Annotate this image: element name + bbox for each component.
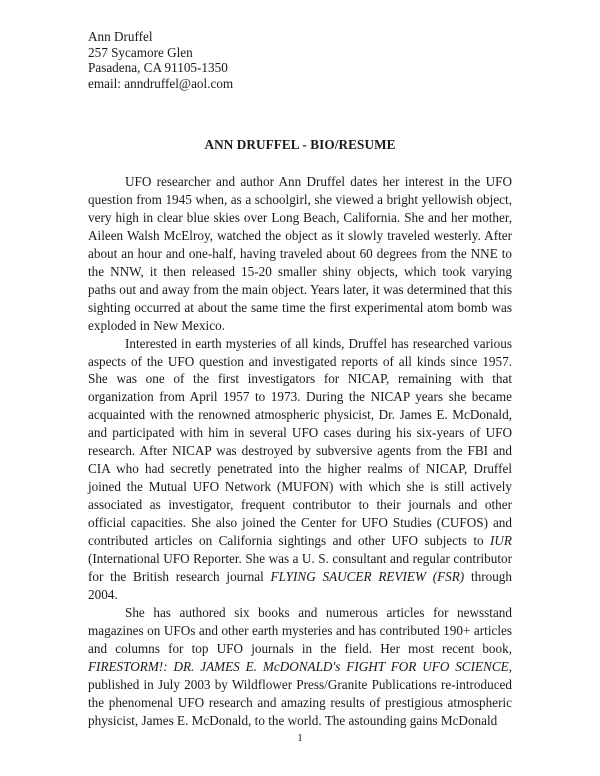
paragraph-2-text-a: Interested in earth mysteries of all kinds, Druffel has researched various aspects of the UFO question and investigated reports of all kinds since 1957. She was one of the first investigators for NICAP, remaining with that organization from April 1957 to 1973. During the NICAP years she became acquainted with the renowned atmospheric physicist, Dr. James E. McDonald, and participated with him in several UFO cases during his six-years of UFO research. After NICAP was destroyed by subversive agents from the FBI and CIA who had secretly penetrated into the higher realms of NICAP, Druffel joined the Mutual UFO Network (MUFON) with which she is still actively associated as investigator, frequent contributor to their journals and other official capacities. She also joined the Center for UFO Studies (CUFOS) and contributed articles on California sightings and other UFO subjects to (88, 335, 512, 549)
journal-iur: IUR (490, 533, 512, 549)
document-title: ANN DRUFFEL - BIO/RESUME (204, 137, 396, 152)
paragraph-1: UFO researcher and author Ann Druffel dates her interest in the UFO question from 1945 when, as a schoolgirl, she viewed a bright yellowish object, very high in clear blue skies over Long Beach, California. She and her mother, Aileen Walsh McElroy, watched the object as it slowly traveled westerly. After about an hour and one-half, having traveled about 60 degrees from the NNE to the NNW, it then released 15-20 smaller shiny objects, which took varying paths out and away from the main object. Years later, it was determined that this sighting occurred at about the same time the first experimental atom bomb was exploded in New Mexico. (88, 174, 512, 333)
document-body (88, 173, 512, 730)
book-title-firestorm: FIRESTORM!: DR. JAMES E. McDONALD's FIGHT FOR UFO SCIENCE, (88, 658, 512, 674)
sender-address-block (88, 29, 233, 91)
page-number: 1 (297, 732, 303, 744)
sender-city: Pasadena, CA 91105-1350 (88, 60, 228, 76)
paragraph-2 (88, 335, 512, 604)
journal-fsr: FLYING SAUCER REVIEW (FSR) (270, 568, 465, 584)
sender-email: email: anndruffel@aol.com (88, 75, 234, 91)
paragraph-3 (88, 604, 512, 730)
paragraph-2-text-b: (International UFO Reporter. She was a U. S. consultant and regular contributor for the British research journal (88, 551, 512, 584)
paragraph-2-text-c: through 2004. (88, 568, 512, 602)
paragraph-3-text-a: She has authored six books and numerous articles for newsstand magazines on UFOs and other earth mysteries and has contributed 190+ articles and columns for top UFO journals in the field. Her most recent book, (88, 604, 512, 656)
sender-street: 257 Sycamore Glen (88, 44, 193, 60)
sender-name: Ann Druffel (88, 29, 153, 44)
paragraph-3-text-b: published in July 2003 by Wildflower Press/Granite Publications re-introduced the phenomenal UFO research and amazing results of prestigious atmospheric physicist, James E. McDonald, to the world. The astounding gains McDonald (88, 676, 512, 728)
